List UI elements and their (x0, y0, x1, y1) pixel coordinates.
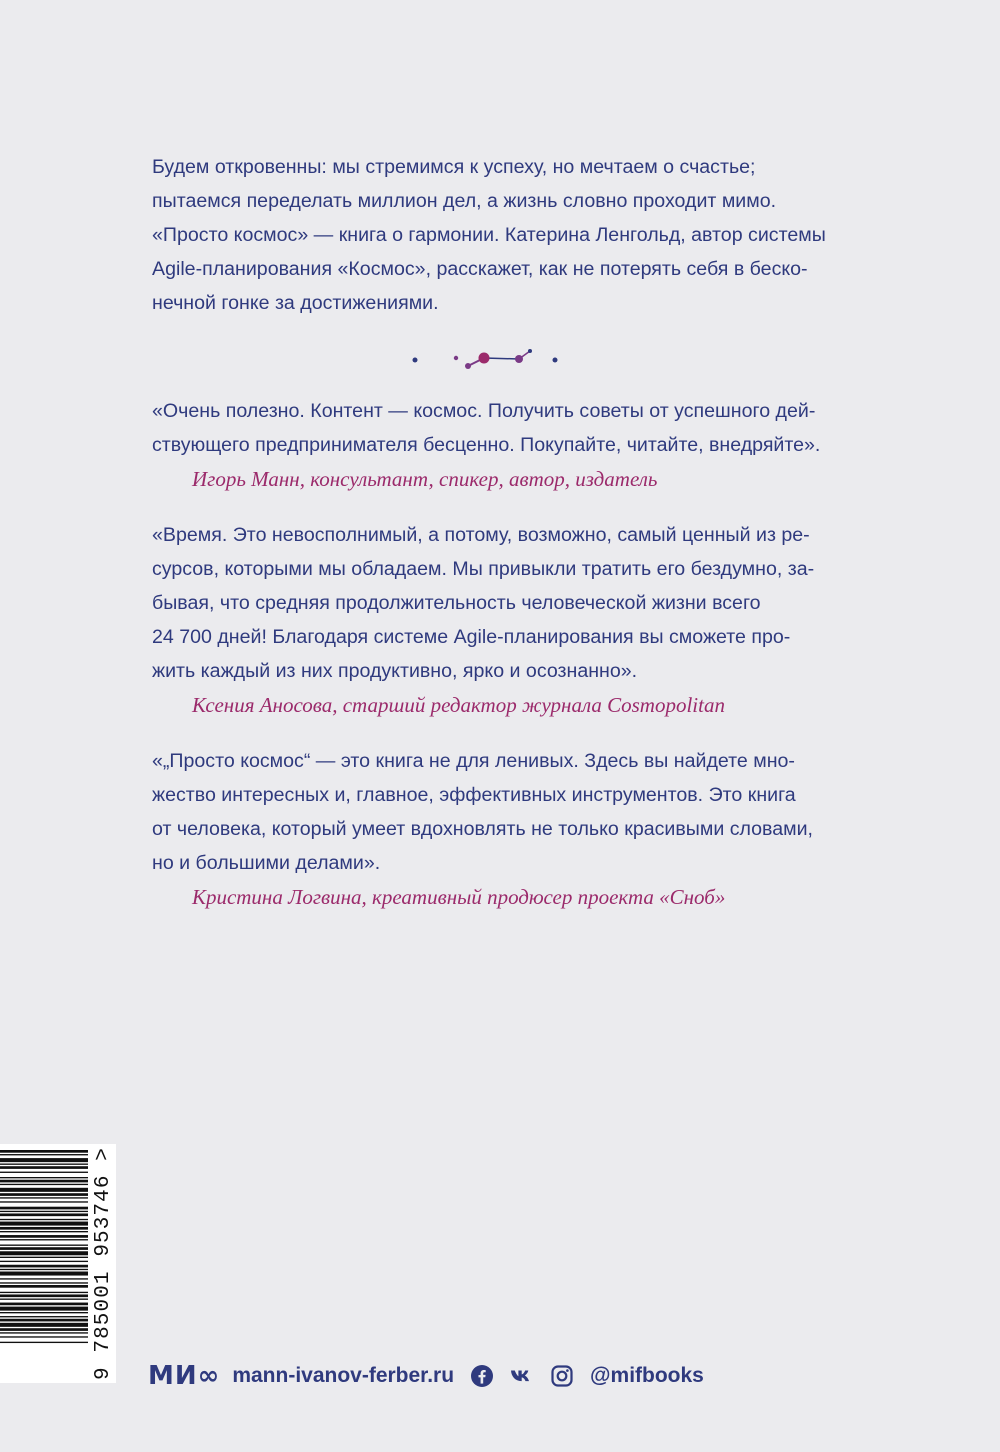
constellation-separator-icon (400, 342, 570, 376)
quote-ksenia-anosova (152, 518, 852, 722)
barcode-bar (0, 1184, 88, 1185)
barcode-bar (0, 1332, 88, 1333)
barcode-bar (0, 1213, 88, 1216)
barcode-bar (0, 1211, 88, 1212)
intro-paragraph (152, 150, 852, 320)
barcode-bar (0, 1247, 88, 1250)
quote-igor-mann (152, 394, 852, 496)
text-line: Будем откровенны: мы стремимся к успеху, но мечтаем о счастье; (152, 156, 756, 178)
barcode-bar (0, 1251, 88, 1255)
barcode-bar (0, 1278, 88, 1279)
barcode-bar (0, 1328, 88, 1331)
quote-line: ствующего предпринимателя бесценно. Покупайте, читайте, внедряйте». (152, 434, 821, 456)
quote-line: 24 700 дней! Благодаря системе Agile-планирования вы сможете про- (152, 626, 791, 648)
barcode-bar (0, 1265, 88, 1268)
quote-line: от человека, который умеет вдохновлять не только красивыми словами, (152, 818, 814, 840)
quote-author: Кристина Логвина, креативный продюсер проекта «Сноб» (192, 885, 726, 909)
quote-line: жить каждый из них продуктивно, ярко и осознанно». (152, 660, 638, 682)
barcode-bar (0, 1299, 88, 1300)
barcode-bar (0, 1336, 88, 1337)
isbn-digits: 9 785001 953746 > (92, 1147, 115, 1381)
barcode-bar (0, 1227, 88, 1230)
barcode-bar (0, 1158, 88, 1162)
barcode-bar (0, 1292, 88, 1293)
barcode-bar (0, 1235, 88, 1238)
barcode-bar (0, 1154, 88, 1155)
barcode-bar (0, 1180, 88, 1183)
barcode-bar (0, 1219, 88, 1220)
social-handle[interactable]: @mifbooks (590, 1364, 704, 1387)
barcode-bar (0, 1307, 88, 1311)
publisher-footer (148, 1356, 704, 1396)
mif-logo: МИ∞ (148, 1361, 217, 1391)
quote-line: «„Просто космос“ — это книга не для ленивых. Здесь вы найдете мно- (152, 750, 795, 772)
barcode-bar (0, 1285, 88, 1288)
barcode-bar (0, 1261, 88, 1262)
quote-line: но и большими делами». (152, 852, 381, 874)
barcode-bar (0, 1303, 88, 1306)
barcode-bar (0, 1269, 88, 1270)
facebook-icon[interactable] (470, 1364, 494, 1388)
barcode-bar (0, 1239, 88, 1240)
barcode-bar (0, 1177, 88, 1178)
quote-kristina-logvina (152, 744, 852, 914)
text-line: Agile-планирования «Космос», расскажет, как не потерять себя в беско- (152, 258, 808, 280)
quote-line: жество интересных и, главное, эффективных инструментов. Это книга (152, 784, 796, 806)
quote-author: Игорь Манн, консультант, спикер, автор, издатель (192, 467, 658, 491)
barcode-bar (0, 1172, 88, 1173)
quote-line: «Очень полезно. Контент — космос. Получить советы от успешного дей- (152, 400, 816, 422)
barcode-bar (0, 1319, 88, 1322)
barcode-bar (0, 1150, 88, 1153)
barcode-bar (0, 1188, 88, 1192)
barcode-bar (0, 1316, 88, 1317)
barcode-bar (0, 1197, 88, 1198)
barcode-bars (0, 1144, 88, 1383)
barcode-bar (0, 1207, 88, 1210)
barcode-bar (0, 1282, 88, 1283)
text-line: «Просто космос» — книга о гармонии. Катерина Ленгольд, автор системы (152, 224, 826, 246)
quote-line: бывая, что средняя продолжительность человеческой жизни всего (152, 592, 761, 614)
barcode-bar (0, 1294, 88, 1297)
instagram-icon[interactable] (550, 1364, 574, 1388)
website-link[interactable]: mann-ivanov-ferber.ru (232, 1364, 455, 1387)
barcode-bar (0, 1193, 88, 1196)
quote-line: «Время. Это невосполнимый, а потому, возможно, самый ценный из ре- (152, 524, 810, 546)
barcode-bar (0, 1323, 88, 1327)
quote-author: Ксения Аносова, старший редактор журнала Cosmopolitan (192, 693, 725, 717)
barcode-bar (0, 1231, 88, 1232)
barcode-bar (0, 1342, 88, 1343)
quote-line: сурсов, которыми мы обладаем. Мы привыкли тратить его бездумно, за- (152, 558, 815, 580)
text-line: нечной гонке за достижениями. (152, 292, 439, 314)
vk-icon[interactable] (510, 1364, 534, 1388)
barcode-bar (0, 1245, 88, 1246)
barcode-bar (0, 1164, 88, 1165)
barcode-bar (0, 1312, 88, 1313)
barcode-bar (0, 1257, 88, 1258)
text-line: пытаемся переделать миллион дел, а жизнь словно проходит мимо. (152, 190, 777, 212)
barcode-bar (0, 1201, 88, 1202)
barcode-bar (0, 1222, 88, 1226)
barcode-bar (0, 1166, 88, 1169)
barcode-bar (0, 1272, 88, 1276)
